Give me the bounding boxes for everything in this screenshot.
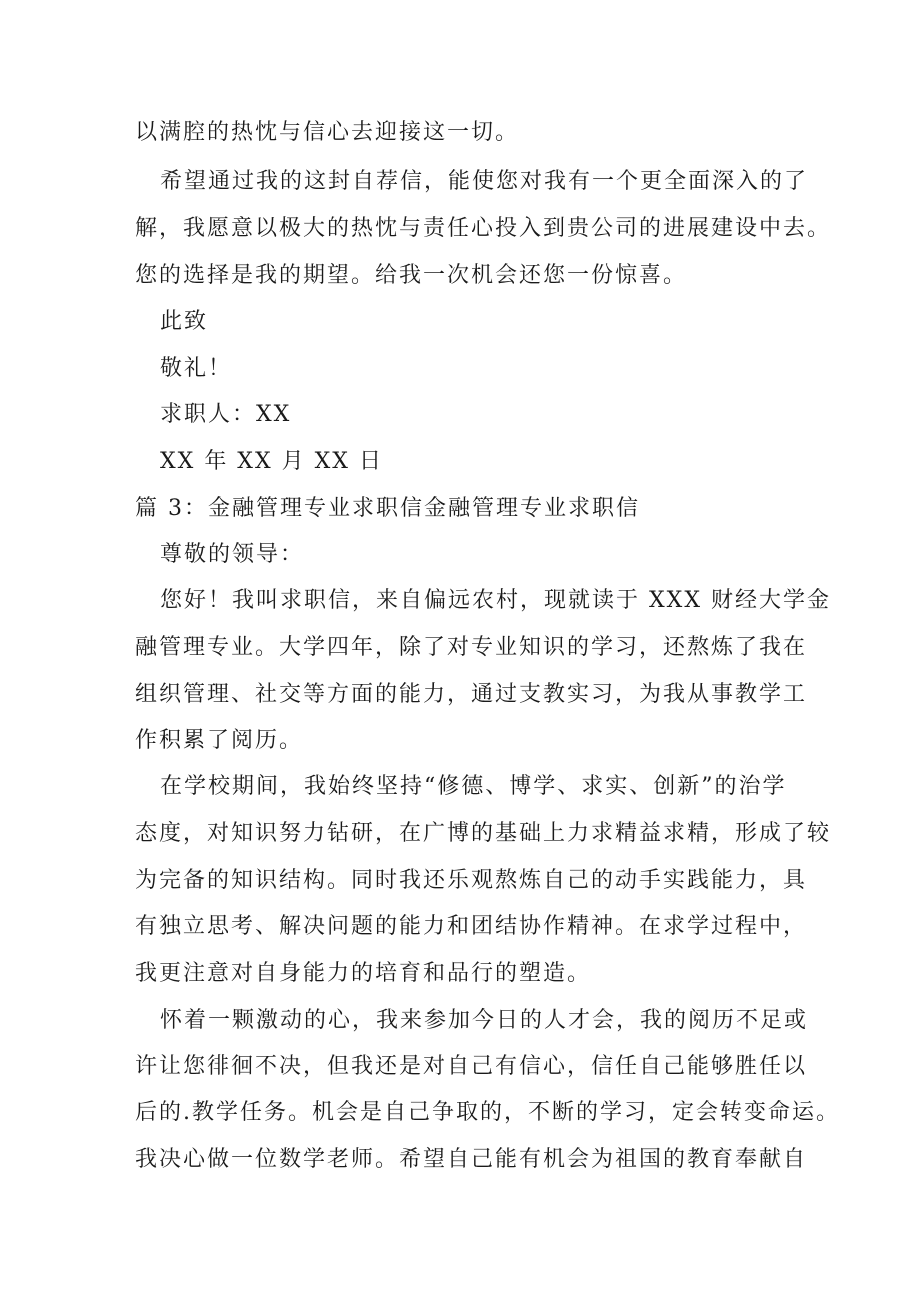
paragraph-line: 在学校期间，我始终坚持“修德、博学、求实、创新”的治学 [160, 774, 787, 799]
paragraph-line: 我更注意对自身能力的培育和品行的塑造。 [135, 961, 592, 986]
paragraph-line: 希望通过我的这封自荐信，能使您对我有一个更全面深入的了 [160, 169, 809, 194]
paragraph-line: 怀着一颗激动的心，我来参加今日的人才会，我的阅历不足或 [160, 1008, 809, 1033]
paragraph-line: 解，我愿意以极大的热忱与责任心投入到贵公司的进展建设中去。 [135, 216, 832, 241]
paragraph-line: 许让您徘徊不决，但我还是对自己有信心，信任自己能够胜任以 [135, 1054, 808, 1079]
closing-line: 此致 [160, 309, 209, 334]
paragraph-line: 作积累了阅历。 [135, 728, 304, 753]
paragraph-line: 融管理专业。大学四年，除了对专业知识的学习，还熬炼了我在 [135, 635, 808, 660]
paragraph-line: 为完备的知识结构。同时我还乐观熬炼自己的动手实践能力，具 [135, 868, 808, 893]
salutation-line: 尊敬的领导： [160, 542, 305, 567]
paragraph-line: 后的.教学任务。机会是自己争取的，不断的学习，定会转变命运。 [135, 1100, 840, 1125]
paragraph-line: 您的选择是我的期望。给我一次机会还您一份惊喜。 [135, 263, 688, 288]
date-line: XX 年 XX 月 XX 日 [160, 449, 383, 474]
paragraph-line: 有独立思考、解决问题的能力和团结协作精神。在求学过程中， [135, 914, 808, 939]
paragraph-line: 以满腔的热忱与信心去迎接这一切。 [135, 120, 520, 145]
paragraph-line: 我决心做一位数学老师。希望自己能有机会为祖国的教育奉献自 [135, 1147, 808, 1172]
section-heading: 篇 3：金融管理专业求职信金融管理专业求职信 [135, 496, 640, 521]
signature-line: 求职人：XX [160, 402, 292, 427]
paragraph-line: 组织管理、社交等方面的能力，通过支教实习，为我从事教学工 [135, 682, 808, 707]
paragraph-line: 态度，对知识努力钻研，在广博的基础上力求精益求精，形成了较 [135, 821, 832, 846]
closing-line: 敬礼！ [160, 356, 233, 381]
paragraph-line: 您好！我叫求职信，来自偏远农村，现就读于 XXX 财经大学金 [160, 588, 831, 613]
